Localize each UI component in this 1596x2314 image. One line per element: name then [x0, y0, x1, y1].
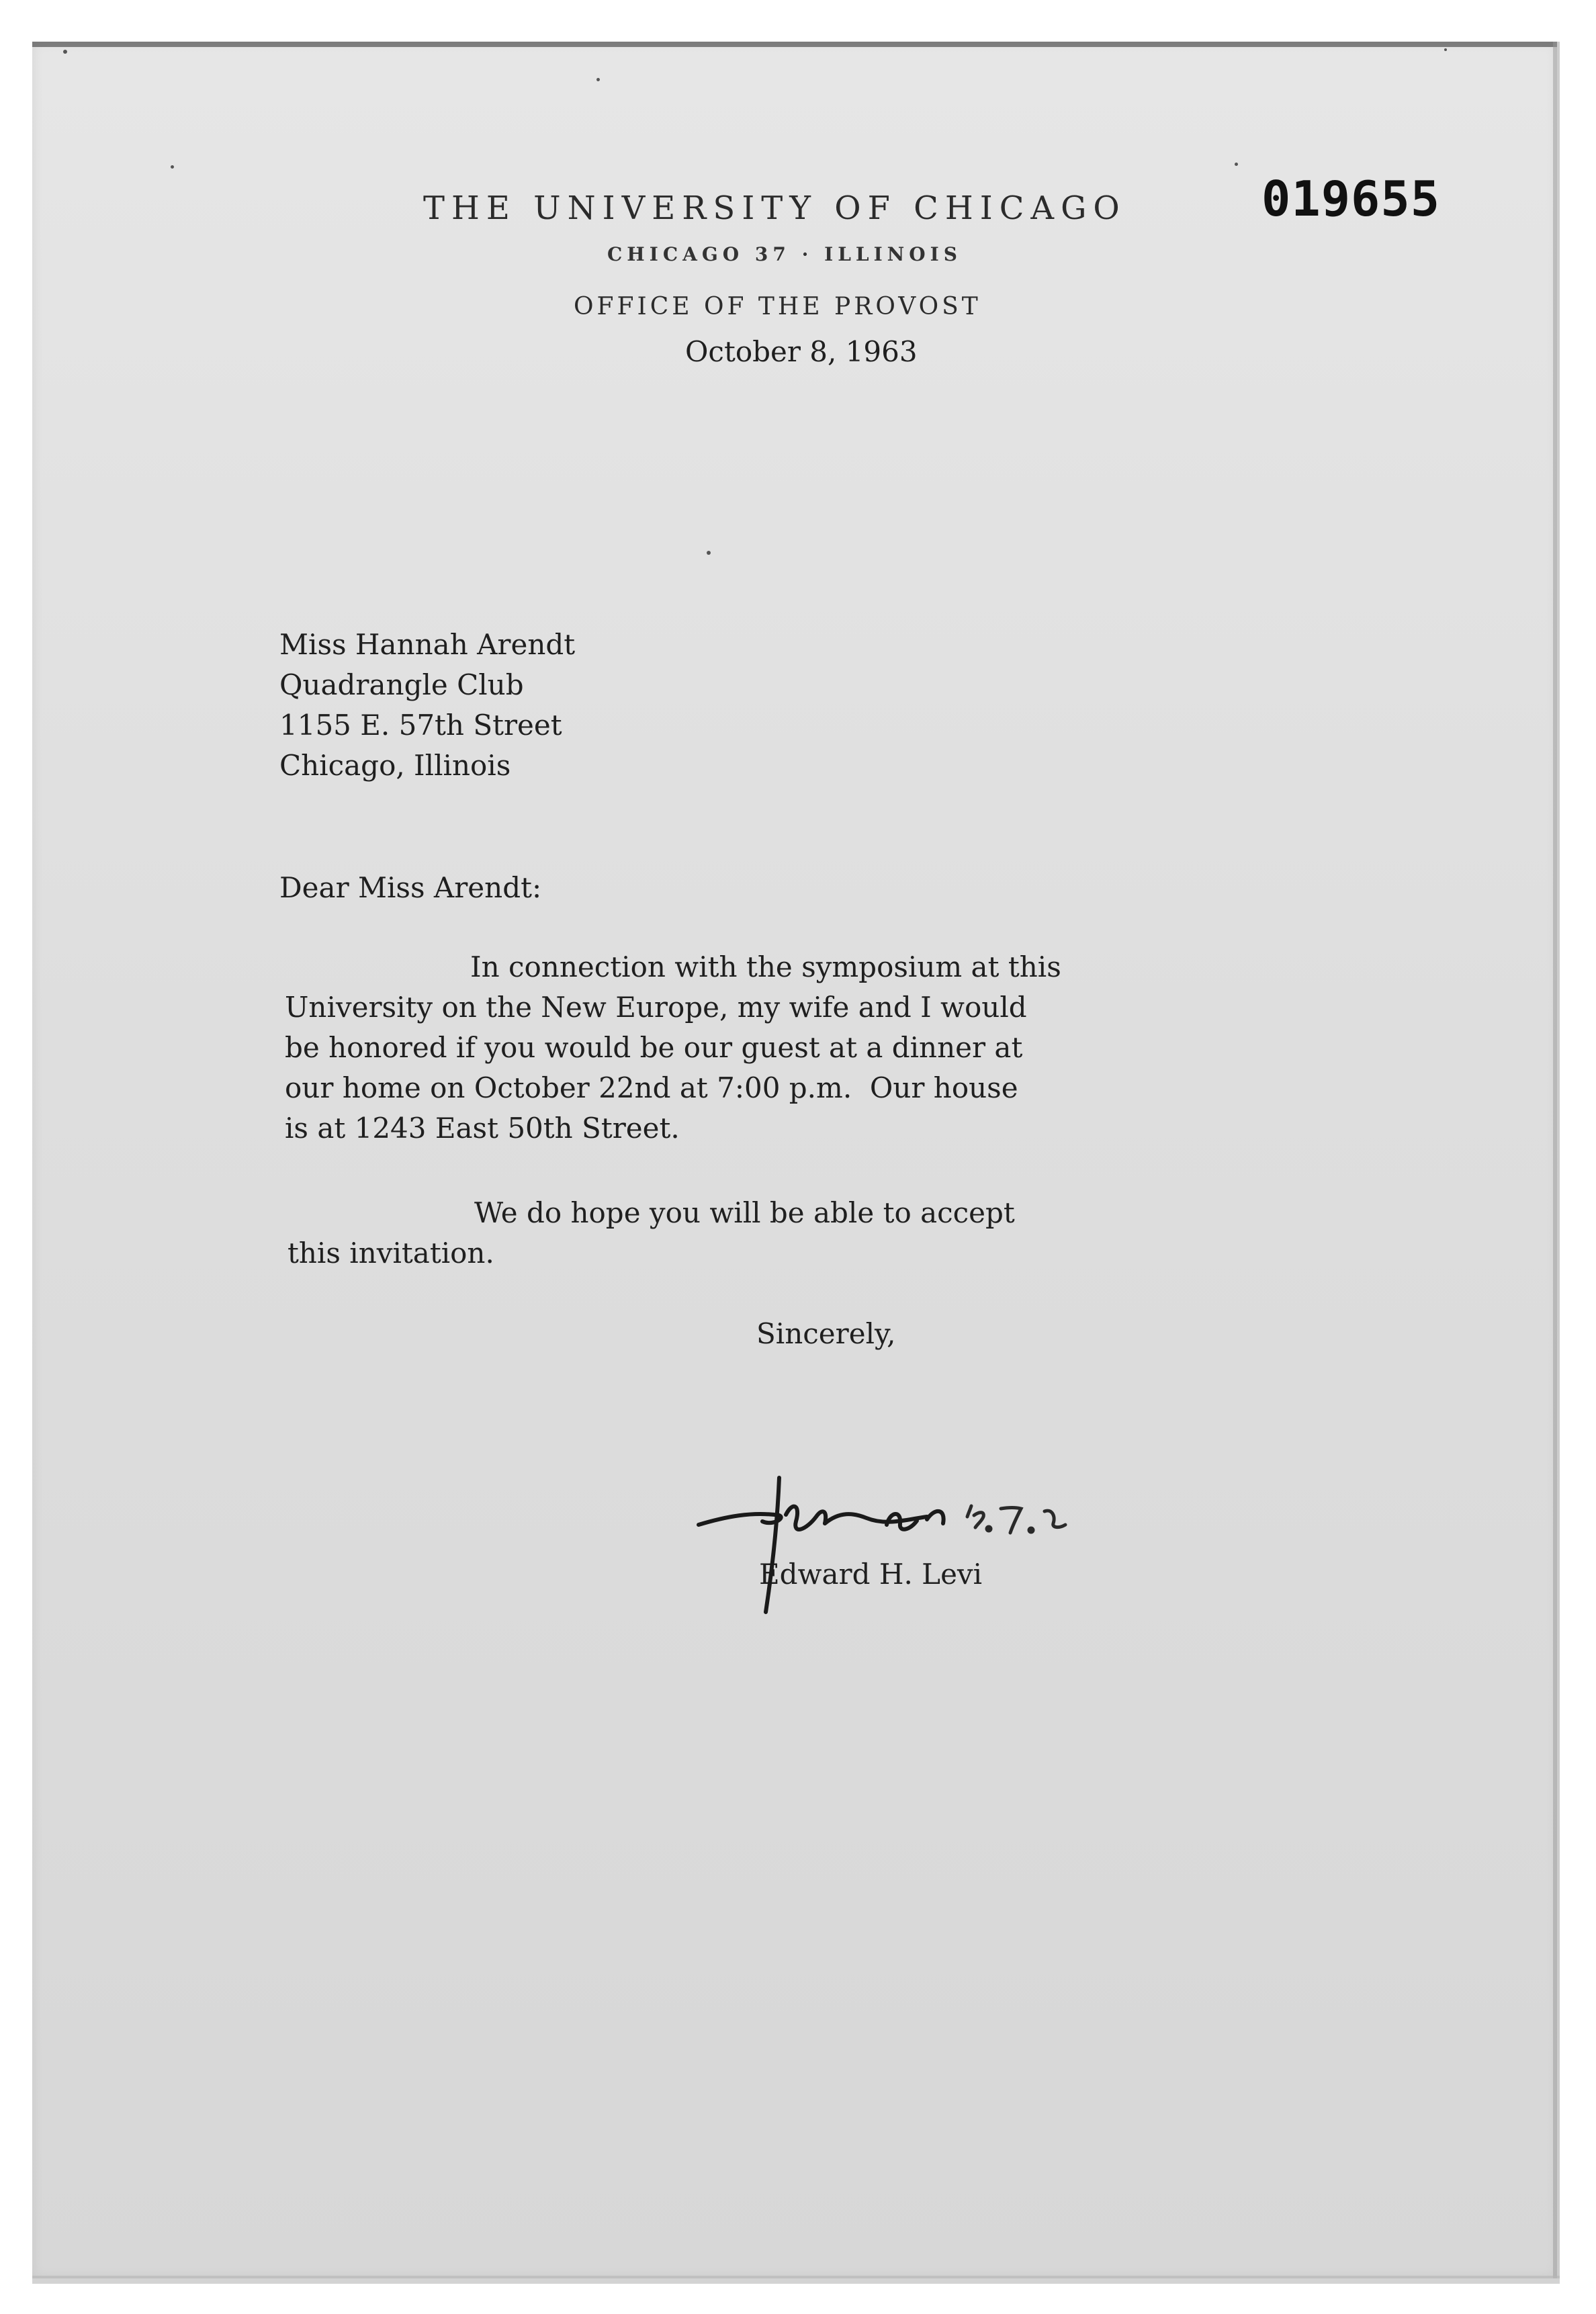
letter-page	[32, 42, 1557, 2278]
body-line: is at 1243 East 50th Street.	[285, 1112, 680, 1145]
signer-name: Edward H. Levi	[759, 1558, 983, 1591]
body-line: In connection with the symposium at this	[470, 950, 1061, 983]
scan-speck	[63, 50, 67, 54]
body-line: be honored if you would be our guest at a dinner at	[285, 1031, 1023, 1064]
page-bottom-edge	[32, 2276, 1560, 2284]
scan-speck	[1235, 163, 1238, 166]
body-line: University on the New Europe, my wife and I would	[285, 991, 1027, 1024]
scan-speck	[596, 78, 600, 81]
letter-date: October 8, 1963	[685, 335, 918, 368]
recipient-address-line: Chicago, Illinois	[279, 749, 511, 782]
page-right-edge	[1553, 42, 1560, 2278]
scan-speck	[1444, 48, 1447, 51]
body-line: our home on October 22nd at 7:00 p.m. Our house	[285, 1071, 1018, 1104]
scan-speck	[707, 551, 711, 555]
archive-document-number: 019655	[1261, 171, 1441, 227]
salutation: Dear Miss Arendt:	[279, 871, 542, 904]
body-paragraph-1	[285, 947, 1061, 1149]
body-line: We do hope you will be able to accept	[474, 1196, 1015, 1229]
recipient-address-line: Quadrangle Club	[279, 668, 524, 701]
letterhead-city: CHICAGO 37 · ILLINOIS	[607, 243, 962, 265]
scan-speck	[171, 165, 174, 169]
recipient-name: Miss Hannah Arendt	[279, 628, 576, 661]
body-line: this invitation.	[287, 1237, 494, 1270]
recipient-address	[279, 625, 575, 786]
page-top-edge	[32, 42, 1557, 47]
letterhead-office: OFFICE OF THE PROVOST	[574, 293, 981, 320]
recipient-address-line: 1155 E. 57th Street	[279, 709, 562, 742]
handwritten-signature	[685, 1464, 1169, 1626]
letterhead-institution: THE UNIVERSITY OF CHICAGO	[423, 189, 1126, 227]
body-paragraph-2	[287, 1193, 1015, 1274]
complimentary-close: Sincerely,	[756, 1317, 896, 1350]
